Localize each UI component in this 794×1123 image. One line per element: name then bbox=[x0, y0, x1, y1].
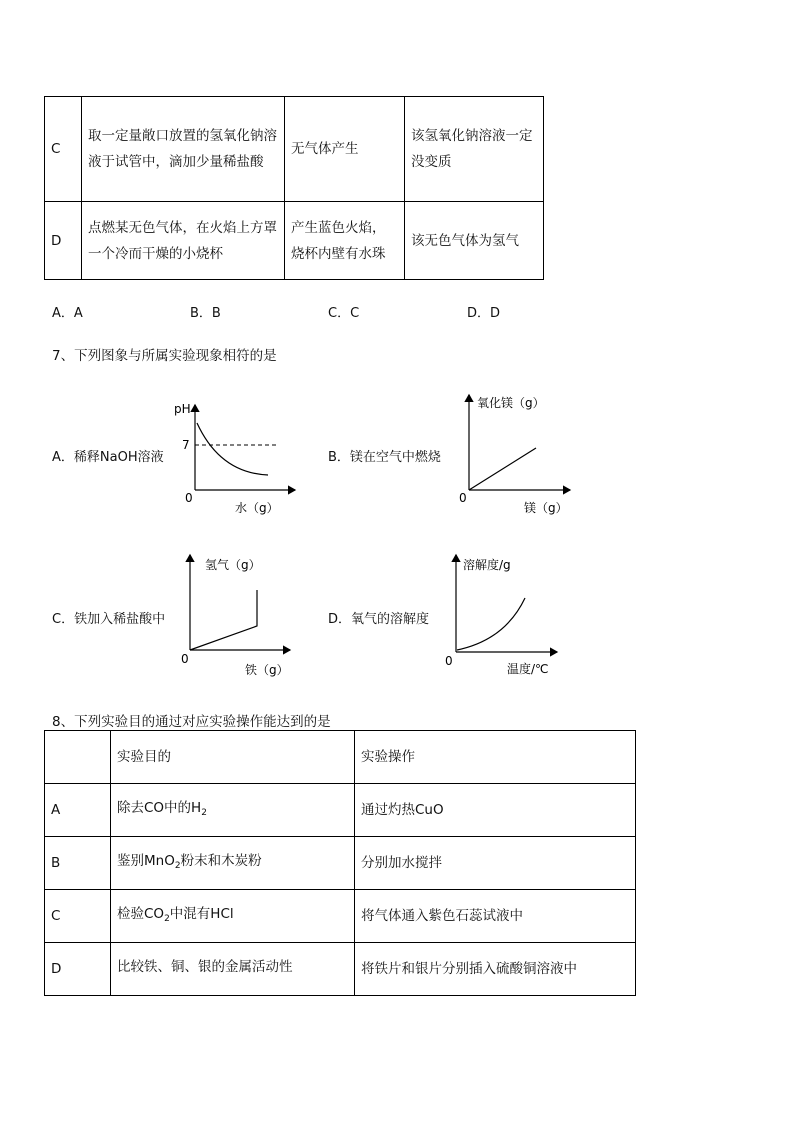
q8-table bbox=[44, 730, 636, 996]
header-purpose: 实验目的 bbox=[111, 731, 355, 784]
solubility-curve bbox=[457, 598, 525, 650]
row-label: C bbox=[45, 97, 82, 202]
row-label: B bbox=[45, 837, 111, 890]
table-row bbox=[45, 837, 636, 890]
table-row bbox=[45, 890, 636, 943]
graph-d bbox=[445, 550, 575, 680]
option-a: A．A bbox=[52, 306, 83, 321]
y-label: pH bbox=[174, 402, 191, 416]
table-row bbox=[45, 202, 544, 280]
x-label: 铁（g） bbox=[245, 663, 289, 677]
ph-curve bbox=[197, 423, 268, 475]
phenomenon-cell: 无气体产生 bbox=[285, 97, 405, 202]
mgo-line bbox=[469, 448, 536, 490]
y-label: 氧化镁（g） bbox=[477, 396, 545, 410]
table-row bbox=[45, 97, 544, 202]
option-c: C．C bbox=[328, 306, 360, 321]
operation-cell: 通过灼热CuO bbox=[355, 784, 636, 837]
x-label: 水（g） bbox=[235, 501, 279, 515]
graph-b-option: B．镁在空气中燃烧 bbox=[328, 450, 441, 465]
x-label: 温度/℃ bbox=[507, 662, 549, 676]
option-b: B．B bbox=[190, 306, 221, 321]
graph-b bbox=[455, 390, 585, 520]
row-label: C bbox=[45, 890, 111, 943]
table-header-row bbox=[45, 731, 636, 784]
header-operation: 实验操作 bbox=[355, 731, 636, 784]
operation-cell: 分别加水搅拌 bbox=[355, 837, 636, 890]
purpose-cell: 检验$CO_2$中混有HCl bbox=[111, 890, 355, 943]
table-row bbox=[45, 784, 636, 837]
row-label: D bbox=[45, 943, 111, 996]
graph-d-option: D．氧气的溶解度 bbox=[328, 612, 430, 627]
graph-a bbox=[170, 395, 305, 520]
row-label: D bbox=[45, 202, 82, 280]
option-d: D．D bbox=[467, 306, 501, 321]
x-label: 镁（g） bbox=[524, 501, 568, 515]
origin-label: 0 bbox=[459, 491, 467, 505]
y-label: 氢气（g） bbox=[205, 558, 261, 572]
row-label: A bbox=[45, 784, 111, 837]
phenomenon-cell: 产生蓝色火焰，烧杯内壁有水珠 bbox=[285, 202, 405, 280]
graph-a-option: A．稀释NaOH溶液 bbox=[52, 450, 164, 465]
operation-cell: 取一定量敞口放置的氢氧化钠溶液于试管中，滴加少量稀盐酸 bbox=[82, 97, 285, 202]
table-row bbox=[45, 943, 636, 996]
ref-label: 7 bbox=[182, 438, 190, 452]
conclusion-cell: 该无色气体为氢气 bbox=[405, 202, 544, 280]
purpose-cell: 除去CO中的$H_2$ bbox=[111, 784, 355, 837]
origin-label: 0 bbox=[181, 652, 189, 666]
y-label: 溶解度/g bbox=[463, 558, 511, 572]
graph-c-option: C．铁加入稀盐酸中 bbox=[52, 612, 166, 627]
hydrogen-line bbox=[190, 590, 257, 650]
question-7-stem: 7、下列图象与所属实验现象相符的是 bbox=[52, 348, 277, 364]
graph-c bbox=[175, 550, 305, 680]
question-8-stem: 8、下列实验目的通过对应实验操作能达到的是 bbox=[52, 714, 331, 730]
purpose-cell: 鉴别MnO$_2$粉末和木炭粉 bbox=[111, 837, 355, 890]
operation-cell: 将铁片和银片分别插入硫酸铜溶液中 bbox=[355, 943, 636, 996]
operation-cell: 将气体通入紫色石蕊试液中 bbox=[355, 890, 636, 943]
q6-table bbox=[44, 96, 544, 280]
operation-cell: 点燃某无色气体，在火焰上方罩一个冷而干燥的小烧杯 bbox=[82, 202, 285, 280]
conclusion-cell: 该氢氧化钠溶液一定没变质 bbox=[405, 97, 544, 202]
purpose-cell: 比较铁、铜、银的金属活动性 bbox=[111, 943, 355, 996]
origin-label: 0 bbox=[185, 491, 193, 505]
header-blank bbox=[45, 731, 111, 784]
origin-label: 0 bbox=[445, 654, 453, 668]
